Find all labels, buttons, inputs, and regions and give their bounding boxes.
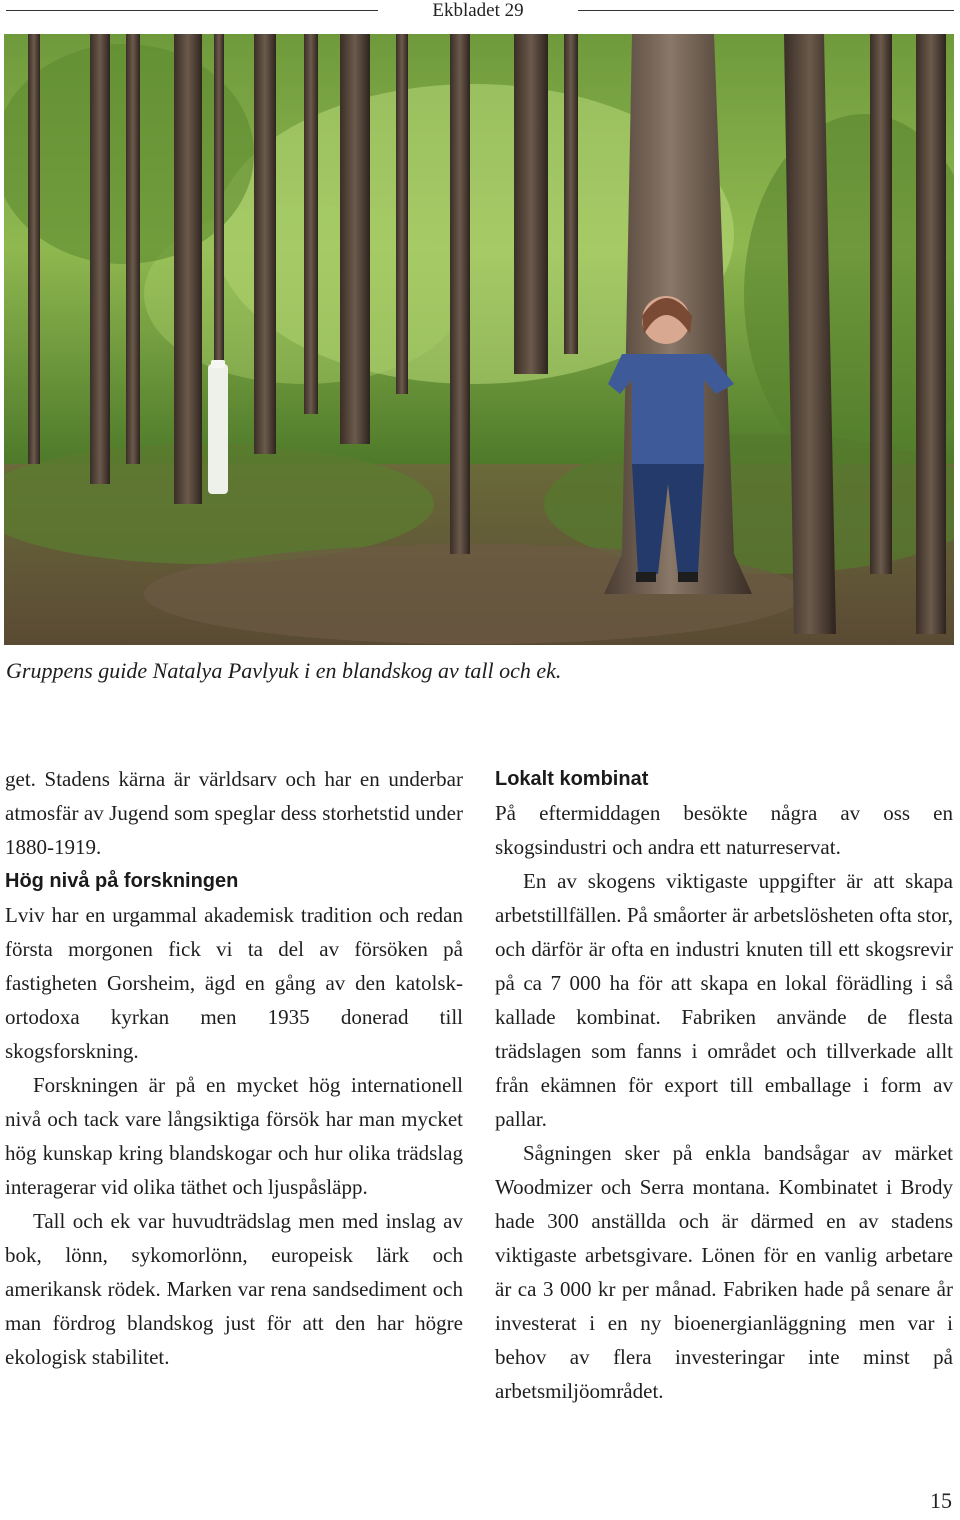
publication-title: Ekbladet 29: [432, 0, 524, 21]
left-paragraph-4: Tall och ek var huvudträdslag men med inslag av bok, lönn, sykomorlönn, europeisk lärk och amerikansk rödek. Marken var rena sandsediment och man fördrog blandskog just för att den har högre ekologisk stabilitet.: [5, 1209, 463, 1369]
forest-photo: [4, 34, 954, 645]
photo-caption: Gruppens guide Natalya Pavlyuk i en blandskog av tall och ek.: [6, 658, 562, 683]
section-heading-research: Hög nivå på forskningen: [5, 870, 239, 892]
right-paragraph-3: Sågningen sker på enkla bandsågar av märket Woodmizer och Serra montana. Kombinatet i Brody hade 300 anställda och är därmed en av stadens viktigaste arbetsgivare. Lönen för en vanlig arbetare är ca 3 000 kr per månad. Fabriken hade på senare år investerat i en ny bioenergianläggning men var i behov av flera investeringar inte minst på arbetsmiljöområdet.: [495, 1141, 953, 1403]
left-paragraph-1: get. Stadens kärna är världsarv och har en underbar atmosfär av Jugend som speglar dess storhetstid under 1880-1919.: [5, 767, 463, 859]
page-number: 15: [930, 1488, 952, 1513]
right-column: [495, 762, 953, 1408]
header-rule-left: [6, 10, 378, 11]
section-heading-kombinat: Lokalt kombinat: [495, 768, 649, 790]
left-paragraph-2: Lviv har en urgammal akademisk tradition och redan första morgonen fick vi ta del av försöken på fastigheten Gorsheim, ägd en gång av den katolsk-ortodoxa kyrkan men 1935 donerad till skogsforskning.: [5, 903, 463, 1063]
left-paragraph-3: Forskningen är på en mycket hög internationell nivå och tack vare långsiktiga försök har man mycket hög kunskap kring blandskogar och hur olika trädslag interagerar vid olika täthet och ljuspåsläpp.: [5, 1073, 463, 1199]
header-rule-right: [578, 10, 954, 11]
right-paragraph-1: På eftermiddagen besökte några av oss en skogsindustri och andra ett naturreservat.: [495, 801, 953, 859]
page-header: [0, 0, 960, 30]
left-column: [5, 762, 463, 1374]
forest-photo-illustration: [4, 34, 954, 645]
right-paragraph-2: En av skogens viktigaste uppgifter är att skapa arbetstillfällen. På småorter är arbetslösheten ofta stor, och därför är ofta en industri knuten till ett skogsrevir på ca 7 000 ha för att skapa en lokal förädling i så kallade kombinat. Fabriken använde de flesta trädslagen som fanns i området och tillverkade allt från ekämnen för export till emballage i form av pallar.: [495, 869, 953, 1131]
